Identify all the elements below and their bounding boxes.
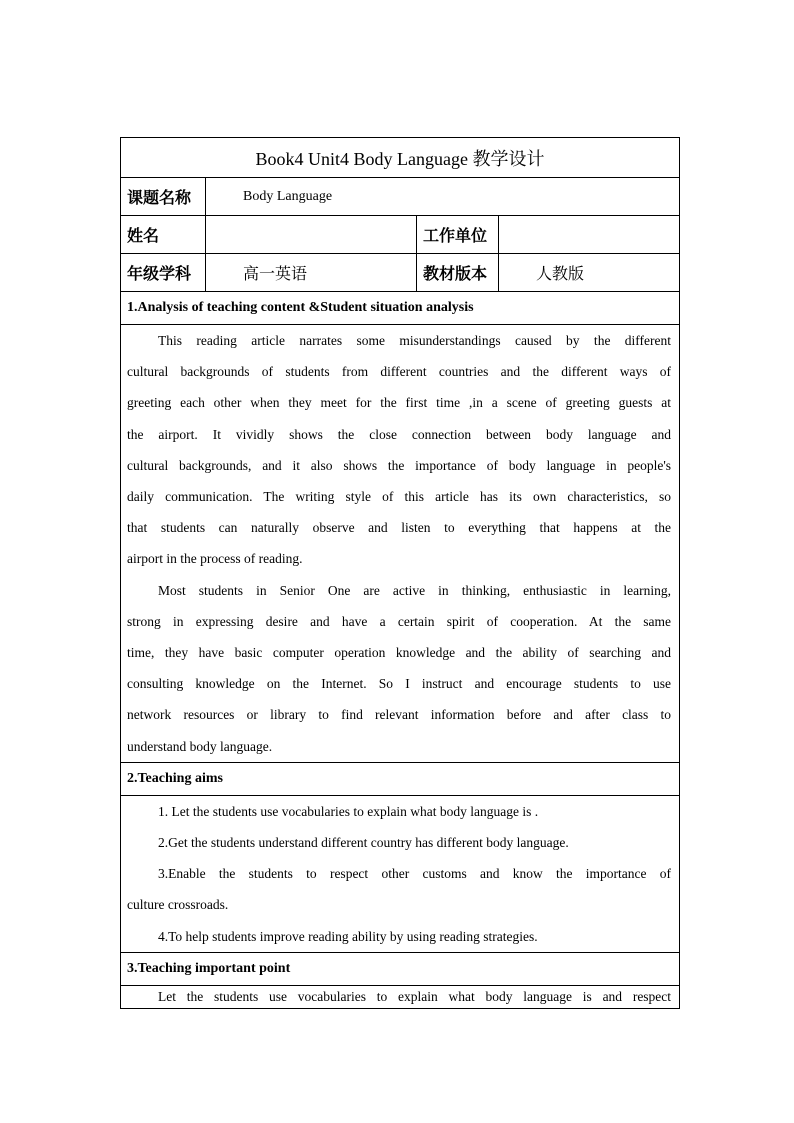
text-line: cultural backgrounds, and it also shows the importance of body language in people's xyxy=(127,457,672,473)
text-line: that students can naturally observe and listen to everything that happens at the xyxy=(127,520,672,536)
section1-heading: 1.Analysis of teaching content &Student situation analysis xyxy=(121,292,680,325)
lesson-plan-table xyxy=(120,137,680,1009)
work-unit-label: 工作单位 xyxy=(417,216,499,254)
text-line: understand body language. xyxy=(127,738,273,754)
textbook-edition-label: 教材版本 xyxy=(417,254,499,292)
text-line: airport in the process of reading. xyxy=(127,551,303,567)
text-line: This reading article narrates some misunderstandings caused by the different xyxy=(158,333,672,348)
title-row xyxy=(121,138,680,178)
section3-heading: 3.Teaching important point xyxy=(121,952,680,985)
section2-body xyxy=(121,795,680,952)
text-line: network resources or library to find relevant information before and after class to xyxy=(127,707,672,723)
text-line: cultural backgrounds of students from different countries and the different ways of xyxy=(127,364,672,380)
text-line: time, they have basic computer operation knowledge and the ability of searching and xyxy=(127,645,672,661)
section2-heading-row xyxy=(121,762,680,795)
topic-row xyxy=(121,178,680,216)
text-line: consulting knowledge on the Internet. So I instruct and encourage students to use xyxy=(127,676,672,692)
section3-heading-row xyxy=(121,952,680,985)
document-title: Book4 Unit4 Body Language 教学设计 xyxy=(121,138,680,178)
section1-body-row xyxy=(121,325,680,763)
aim-item-continued: culture crossroads. xyxy=(127,897,229,913)
work-unit-value xyxy=(499,216,680,254)
section3-body-row xyxy=(121,985,680,1008)
topic-label: 课题名称 xyxy=(121,178,206,216)
student-analysis-paragraph xyxy=(127,575,671,762)
section1-body xyxy=(121,325,680,763)
topic-value: Body Language xyxy=(206,178,680,216)
name-label: 姓名 xyxy=(121,216,206,254)
section2-body-row xyxy=(121,795,680,952)
text-line: greeting each other when they meet for the first time ,in a scene of greeting guests at xyxy=(127,395,672,411)
aim-item: 4.To help students improve reading ability by using reading strategies. xyxy=(158,928,538,944)
text-line: Let the students use vocabularies to explain what body language is and respect xyxy=(158,988,672,1004)
aim-item: 2.Get the students understand different country has different body language. xyxy=(158,835,569,851)
name-row xyxy=(121,216,680,254)
analysis-paragraph xyxy=(127,325,671,575)
grade-subject-value: 高一英语 xyxy=(206,254,417,292)
section1-heading-row xyxy=(121,292,680,325)
name-value xyxy=(206,216,417,254)
aim-item: 1. Let the students use vocabularies to explain what body language is . xyxy=(158,803,539,819)
aim-item: 3.Enable the students to respect other customs and know the importance of xyxy=(158,866,672,882)
text-line: Most students in Senior One are active in thinking, enthusiastic in learning, xyxy=(158,582,672,598)
text-line: strong in expressing desire and have a certain spirit of cooperation. At the same xyxy=(127,613,672,629)
textbook-edition-value: 人教版 xyxy=(499,254,680,292)
text-line: the airport. It vividly shows the close connection between body language and xyxy=(127,426,672,442)
section2-heading: 2.Teaching aims xyxy=(121,762,680,795)
text-line: daily communication. The writing style of this article has its own characteristics, so xyxy=(127,489,672,505)
section3-body xyxy=(121,985,680,1008)
grade-subject-label: 年级学科 xyxy=(121,254,206,292)
grade-row xyxy=(121,254,680,292)
